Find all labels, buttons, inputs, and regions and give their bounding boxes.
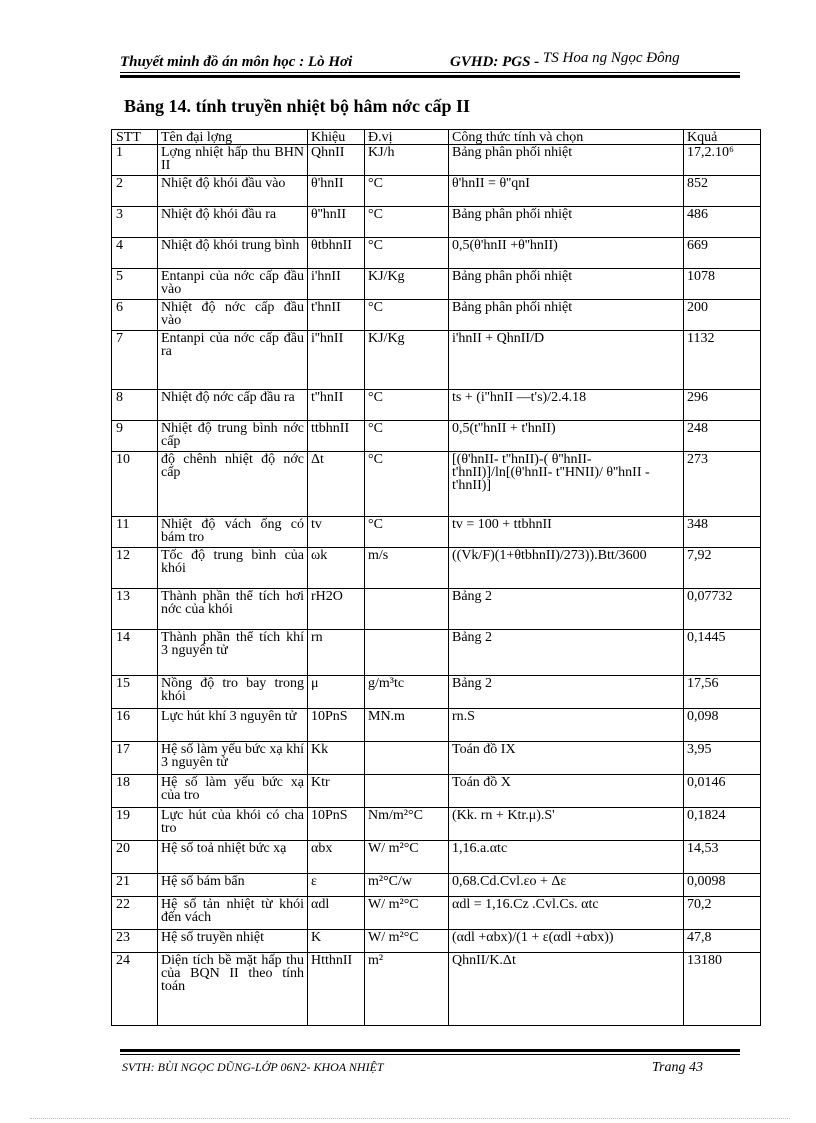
row-stt: 18 bbox=[112, 775, 158, 808]
row-symbol: ttbhnII bbox=[308, 421, 365, 452]
page-number: Trang 43 bbox=[652, 1060, 703, 1075]
row-stt: 11 bbox=[112, 517, 158, 548]
row-name: Tốc độ trung bình của khói bbox=[158, 548, 308, 589]
row-symbol: i'hnII bbox=[308, 269, 365, 300]
row-unit: KJ/h bbox=[365, 145, 449, 176]
row-formula: tv = 100 + ttbhnII bbox=[449, 517, 684, 548]
row-formula: Bảng phân phối nhiệt bbox=[449, 269, 684, 300]
row-name: Nhiệt độ khói đầu vào bbox=[158, 176, 308, 207]
row-formula: Bảng 2 bbox=[449, 676, 684, 709]
row-formula: Bảng phân phối nhiệt bbox=[449, 207, 684, 238]
row-formula: Bảng phân phối nhiệt bbox=[449, 145, 684, 176]
row-symbol: QhnII bbox=[308, 145, 365, 176]
table-row bbox=[112, 207, 761, 238]
table-row bbox=[112, 331, 761, 390]
row-symbol: rn bbox=[308, 630, 365, 676]
row-symbol: ε bbox=[308, 874, 365, 897]
row-name: Entanpi của nớc cấp đầu ra bbox=[158, 331, 308, 390]
col-name: Tên đại lợng bbox=[158, 130, 308, 145]
row-symbol: αbx bbox=[308, 841, 365, 874]
row-name: Nhiệt độ trung bình nớc cấp bbox=[158, 421, 308, 452]
row-name: Diện tích bề mặt hấp thu của BQN II theo tính toán bbox=[158, 953, 308, 1026]
table-row bbox=[112, 269, 761, 300]
table-row bbox=[112, 390, 761, 421]
row-name: Nhiệt độ khói trung bình bbox=[158, 238, 308, 269]
row-stt: 12 bbox=[112, 548, 158, 589]
row-stt: 5 bbox=[112, 269, 158, 300]
header-rule-thick bbox=[120, 75, 740, 78]
row-formula: (Kk. rn + Ktr.μ).S' bbox=[449, 808, 684, 841]
row-formula: ((Vk/F)(1+θtbhnII)/273)).Btt/3600 bbox=[449, 548, 684, 589]
header-supervisor-name: TS Hoa ng Ngọc Đông bbox=[542, 50, 680, 66]
row-result: 14,53 bbox=[684, 841, 761, 874]
footer-student: SVTH: BÙI NGỌC DŨNG-LỚP 06N2- KHOA NHIỆT bbox=[122, 1060, 384, 1074]
row-formula: 1,16.a.αtc bbox=[449, 841, 684, 874]
row-symbol: t''hnII bbox=[308, 390, 365, 421]
row-name: Nhiệt độ nớc cấp đầu ra bbox=[158, 390, 308, 421]
row-result: 17,2.10⁶ bbox=[684, 145, 761, 176]
row-result: 0,1445 bbox=[684, 630, 761, 676]
row-unit: W/ m²°C bbox=[365, 897, 449, 930]
row-stt: 20 bbox=[112, 841, 158, 874]
table-row bbox=[112, 775, 761, 808]
row-unit: KJ/Kg bbox=[365, 269, 449, 300]
row-name: Thành phần thể tích hơi nớc của khói bbox=[158, 589, 308, 630]
row-stt: 13 bbox=[112, 589, 158, 630]
row-stt: 3 bbox=[112, 207, 158, 238]
row-result: 1132 bbox=[684, 331, 761, 390]
row-name: Hệ số bám bẩn bbox=[158, 874, 308, 897]
row-symbol: rH2O bbox=[308, 589, 365, 630]
table-row bbox=[112, 953, 761, 1026]
row-symbol: Δt bbox=[308, 452, 365, 517]
row-symbol: Kk bbox=[308, 742, 365, 775]
header-course-title: Thuyết minh đồ án môn học : Lò Hơi bbox=[120, 54, 353, 70]
row-symbol: θtbhnII bbox=[308, 238, 365, 269]
col-unit: Đ.vị bbox=[365, 130, 449, 145]
row-stt: 7 bbox=[112, 331, 158, 390]
row-result: 669 bbox=[684, 238, 761, 269]
row-symbol: θ''hnII bbox=[308, 207, 365, 238]
row-formula: ts + (i''hnII —t's)/2.4.18 bbox=[449, 390, 684, 421]
table-row bbox=[112, 841, 761, 874]
row-formula: i'hnII + QhnII/D bbox=[449, 331, 684, 390]
row-unit: m²°C/w bbox=[365, 874, 449, 897]
row-symbol: tv bbox=[308, 517, 365, 548]
col-symbol: Khiệu bbox=[308, 130, 365, 145]
row-unit: KJ/Kg bbox=[365, 331, 449, 390]
row-name: Nhiệt độ khói đầu ra bbox=[158, 207, 308, 238]
row-unit: °C bbox=[365, 421, 449, 452]
row-name: Thành phần thể tích khí 3 nguyên tử bbox=[158, 630, 308, 676]
row-formula: QhnII/K.Δt bbox=[449, 953, 684, 1026]
row-stt: 8 bbox=[112, 390, 158, 421]
row-name: Hệ số tản nhiệt từ khói đến vách bbox=[158, 897, 308, 930]
row-symbol: K bbox=[308, 930, 365, 953]
row-name: Entanpi của nớc cấp đầu vào bbox=[158, 269, 308, 300]
row-formula: rn.S bbox=[449, 709, 684, 742]
row-symbol: αdl bbox=[308, 897, 365, 930]
row-symbol: Ktr bbox=[308, 775, 365, 808]
header-supervisor: GVHD: PGS - TS Hoa ng Ngọc Đông bbox=[450, 50, 680, 70]
heat-transfer-table bbox=[111, 129, 761, 1026]
row-stt: 21 bbox=[112, 874, 158, 897]
row-unit bbox=[365, 775, 449, 808]
row-result: 0,07732 bbox=[684, 589, 761, 630]
row-result: 248 bbox=[684, 421, 761, 452]
table-row bbox=[112, 421, 761, 452]
footer-rule bbox=[120, 1054, 740, 1055]
row-unit bbox=[365, 742, 449, 775]
row-result: 1078 bbox=[684, 269, 761, 300]
row-unit: °C bbox=[365, 517, 449, 548]
row-formula: Bảng phân phối nhiệt bbox=[449, 300, 684, 331]
row-name: Nồng độ tro bay trong khói bbox=[158, 676, 308, 709]
row-formula: αdl = 1,16.Cz .Cvl.Cs. αtc bbox=[449, 897, 684, 930]
row-name: Hệ số toả nhiệt bức xạ bbox=[158, 841, 308, 874]
row-symbol: θ'hnII bbox=[308, 176, 365, 207]
row-formula: (αdl +αbx)/(1 + ε(αdl +αbx)) bbox=[449, 930, 684, 953]
row-symbol: 10PnS bbox=[308, 709, 365, 742]
table-row bbox=[112, 676, 761, 709]
row-unit: m/s bbox=[365, 548, 449, 589]
row-formula: 0,68.Cd.Cvl.εo + Δε bbox=[449, 874, 684, 897]
row-unit: °C bbox=[365, 207, 449, 238]
page-header bbox=[120, 50, 740, 72]
header-rule bbox=[120, 72, 740, 73]
row-symbol: μ bbox=[308, 676, 365, 709]
row-name: Hệ số truyền nhiệt bbox=[158, 930, 308, 953]
table-row bbox=[112, 548, 761, 589]
row-result: 3,95 bbox=[684, 742, 761, 775]
row-unit: °C bbox=[365, 238, 449, 269]
row-unit: m² bbox=[365, 953, 449, 1026]
row-stt: 17 bbox=[112, 742, 158, 775]
row-result: 200 bbox=[684, 300, 761, 331]
row-formula: Toán đồ IX bbox=[449, 742, 684, 775]
row-name: Hệ số làm yếu bức xạ khí 3 nguyên tử bbox=[158, 742, 308, 775]
row-result: 0,098 bbox=[684, 709, 761, 742]
row-unit: g/m³tc bbox=[365, 676, 449, 709]
row-name: Lực hút của khói có cha tro bbox=[158, 808, 308, 841]
row-stt: 1 bbox=[112, 145, 158, 176]
row-stt: 22 bbox=[112, 897, 158, 930]
row-stt: 4 bbox=[112, 238, 158, 269]
row-stt: 10 bbox=[112, 452, 158, 517]
row-name: Lợng nhiệt hấp thu BHN II bbox=[158, 145, 308, 176]
table-row bbox=[112, 589, 761, 630]
col-formula: Công thức tính và chọn bbox=[449, 130, 684, 145]
table-header-row bbox=[112, 130, 761, 145]
row-unit: W/ m²°C bbox=[365, 930, 449, 953]
row-stt: 19 bbox=[112, 808, 158, 841]
row-result: 7,92 bbox=[684, 548, 761, 589]
row-result: 17,56 bbox=[684, 676, 761, 709]
table-row bbox=[112, 808, 761, 841]
row-symbol: HtthnII bbox=[308, 953, 365, 1026]
table-row bbox=[112, 145, 761, 176]
row-name: độ chênh nhiệt độ nớc cấp bbox=[158, 452, 308, 517]
row-result: 296 bbox=[684, 390, 761, 421]
row-formula: 0,5(t''hnII + t'hnII) bbox=[449, 421, 684, 452]
row-unit: Nm/m²°C bbox=[365, 808, 449, 841]
col-stt: STT bbox=[112, 130, 158, 145]
row-result: 47,8 bbox=[684, 930, 761, 953]
row-unit: W/ m²°C bbox=[365, 841, 449, 874]
row-name: Hệ số làm yếu bức xạ của tro bbox=[158, 775, 308, 808]
row-formula: Toán đồ X bbox=[449, 775, 684, 808]
page-edge bbox=[30, 1118, 790, 1119]
row-result: 852 bbox=[684, 176, 761, 207]
table-title: Bảng 14. tính truyền nhiệt bộ hâm nớc cấp II bbox=[124, 96, 471, 116]
row-result: 348 bbox=[684, 517, 761, 548]
row-unit bbox=[365, 589, 449, 630]
row-unit: °C bbox=[365, 300, 449, 331]
row-result: 0,1824 bbox=[684, 808, 761, 841]
row-result: 0,0098 bbox=[684, 874, 761, 897]
row-stt: 14 bbox=[112, 630, 158, 676]
row-stt: 6 bbox=[112, 300, 158, 331]
row-result: 13180 bbox=[684, 953, 761, 1026]
table-row bbox=[112, 742, 761, 775]
row-name: Nhiệt độ nớc cấp đầu vào bbox=[158, 300, 308, 331]
row-stt: 24 bbox=[112, 953, 158, 1026]
row-formula: 0,5(θ'hnII +θ''hnII) bbox=[449, 238, 684, 269]
row-result: 0,0146 bbox=[684, 775, 761, 808]
table-row bbox=[112, 630, 761, 676]
row-symbol: t'hnII bbox=[308, 300, 365, 331]
row-formula: θ'hnII = θ''qnI bbox=[449, 176, 684, 207]
table-row bbox=[112, 930, 761, 953]
row-result: 70,2 bbox=[684, 897, 761, 930]
row-formula: Bảng 2 bbox=[449, 630, 684, 676]
table-row bbox=[112, 452, 761, 517]
row-symbol: ωk bbox=[308, 548, 365, 589]
row-unit: °C bbox=[365, 390, 449, 421]
row-unit: MN.m bbox=[365, 709, 449, 742]
row-result: 273 bbox=[684, 452, 761, 517]
col-result: Kquả bbox=[684, 130, 761, 145]
table-row bbox=[112, 709, 761, 742]
row-symbol: 10PnS bbox=[308, 808, 365, 841]
row-stt: 16 bbox=[112, 709, 158, 742]
table-row bbox=[112, 897, 761, 930]
row-unit: °C bbox=[365, 176, 449, 207]
row-stt: 9 bbox=[112, 421, 158, 452]
table-row bbox=[112, 874, 761, 897]
row-formula: [(θ'hnII- t''hnII)-( θ''hnII- t'hnII)]/ln[(θ'hnII- t''HNII)/ θ''hnII - t'hnII)] bbox=[449, 452, 684, 517]
row-unit: °C bbox=[365, 452, 449, 517]
row-stt: 2 bbox=[112, 176, 158, 207]
row-stt: 23 bbox=[112, 930, 158, 953]
row-stt: 15 bbox=[112, 676, 158, 709]
row-result: 486 bbox=[684, 207, 761, 238]
row-name: Nhiệt độ vách ống có bám tro bbox=[158, 517, 308, 548]
table-row bbox=[112, 300, 761, 331]
table-row bbox=[112, 517, 761, 548]
table-row bbox=[112, 238, 761, 269]
row-symbol: i''hnII bbox=[308, 331, 365, 390]
table-row bbox=[112, 176, 761, 207]
row-unit bbox=[365, 630, 449, 676]
footer-rule-thick bbox=[120, 1049, 740, 1052]
row-formula: Bảng 2 bbox=[449, 589, 684, 630]
row-name: Lực hút khí 3 nguyên tử bbox=[158, 709, 308, 742]
